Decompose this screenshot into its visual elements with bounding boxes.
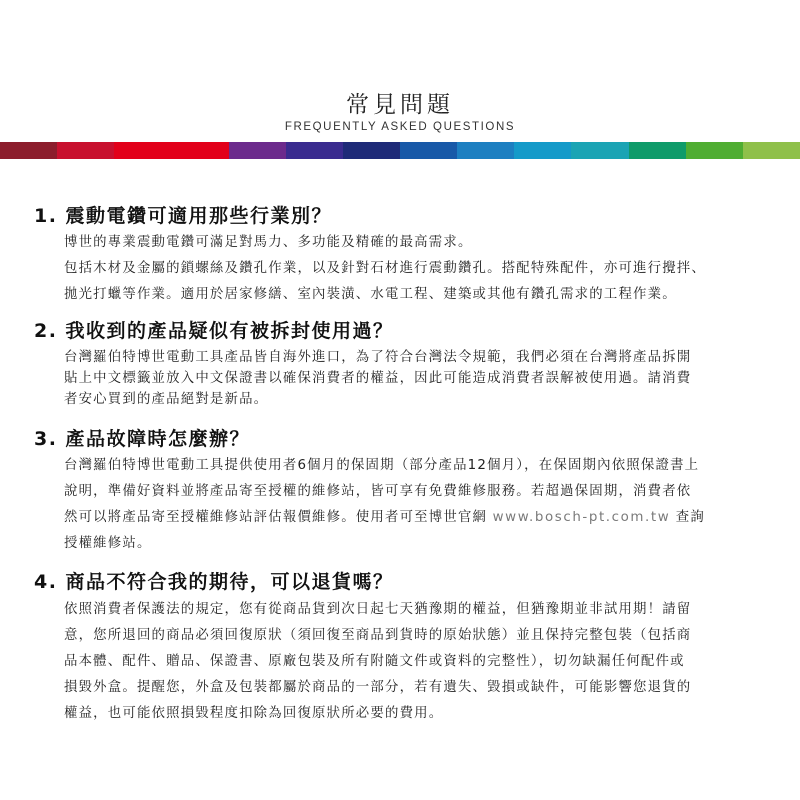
faq-question-4: 4. 商品不符合我的期待，可以退貨嗎？ [34, 571, 394, 593]
faq-question-1: 1. 震動電鑽可適用那些行業別？ [34, 205, 333, 227]
faq-answer-1-line-3: 拋光打蠟等作業。適用於居家修繕、室內裝潢、水電工程、建築或其他有鑽孔需求的工程作業。 [64, 287, 677, 302]
color-bar-segment [686, 142, 743, 159]
faq-answer-4-line-1: 依照消費者保護法的規定，您有從商品貨到次日起七天猶豫期的權益，但猶豫期並非試用期！請留 [64, 602, 692, 617]
faq-answer-3-line-4: 授權維修站。 [64, 536, 152, 551]
faq-answer-3-line-1: 台灣羅伯特博世電動工具提供使用者6個月的保固期（部分產品12個月），在保固期內依照保證書上 [64, 458, 700, 473]
page-subtitle: FREQUENTLY ASKED QUESTIONS [284, 121, 516, 133]
faq-answer-4-line-2: 意，您所退回的商品必須回復原狀（須回復至商品到貨時的原始狀態）並且保持完整包裝（包括商 [64, 628, 692, 643]
faq-answer-4-line-3: 品本體、配件、贈品、保證書、原廠包裝及所有附隨文件或資料的完整性），切勿缺漏任何配件或 [64, 654, 685, 669]
color-bar-segment [571, 142, 628, 159]
faq-answer-1-line-1: 博世的專業震動電鑽可滿足對馬力、多功能及精確的最高需求。 [64, 235, 473, 250]
color-bar-segment [514, 142, 571, 159]
color-bar-segment [286, 142, 343, 159]
page-title: 常見問題 [346, 92, 454, 118]
faq-answer-2-line-1: 台灣羅伯特博世電動工具產品皆自海外進口，為了符合台灣法令規範，我們必須在台灣將產品拆開 [64, 350, 692, 365]
color-bar-segment [400, 142, 457, 159]
faq-answer-2-line-3: 者安心買到的產品絕對是新品。 [64, 392, 269, 407]
faq-answer-3-line-3 [64, 506, 705, 525]
faq-answer-4-line-5: 權益，也可能依照損毀程度扣除為回復原狀所必要的費用。 [64, 706, 444, 721]
brand-color-bar [0, 142, 800, 159]
color-bar-segment [114, 142, 171, 159]
faq-answer-2-line-2: 貼上中文標籤並放入中文保證書以確保消費者的權益，因此可能造成消費者誤解被使用過。請消費 [64, 371, 692, 386]
color-bar-segment [229, 142, 286, 159]
faq-answer-4-line-4: 損毀外盒。提醒您，外盒及包裝都屬於商品的一部分，若有遺失、毀損或缺件，可能影響您退貨的 [64, 680, 692, 695]
bosch-website-link[interactable]: www.bosch-pt.com.tw [492, 510, 671, 525]
faq-question-2: 2. 我收到的產品疑似有被拆封使用過？ [34, 320, 394, 342]
faq-answer-1-line-2: 包括木材及金屬的鎖螺絲及鑽孔作業，以及針對石材進行震動鑽孔。搭配特殊配件，亦可進行攪拌、 [64, 261, 706, 276]
color-bar-segment [457, 142, 514, 159]
color-bar-segment [171, 142, 228, 159]
color-bar-segment [343, 142, 400, 159]
color-bar-segment [629, 142, 686, 159]
faq-answer-3-after-link: 查詢 [675, 510, 705, 525]
color-bar-segment [57, 142, 114, 159]
faq-question-3: 3. 產品故障時怎麼辦？ [34, 428, 251, 450]
faq-answer-3-line-2: 說明，準備好資料並將產品寄至授權的維修站，皆可享有免費維修服務。若超過保固期，消費者依 [64, 484, 692, 499]
faq-answer-3-line-3-text: 然可以將產品寄至授權維修站評估報價維修。使用者可至博世官網 [64, 510, 488, 525]
color-bar-segment [0, 142, 57, 159]
color-bar-segment [743, 142, 800, 159]
